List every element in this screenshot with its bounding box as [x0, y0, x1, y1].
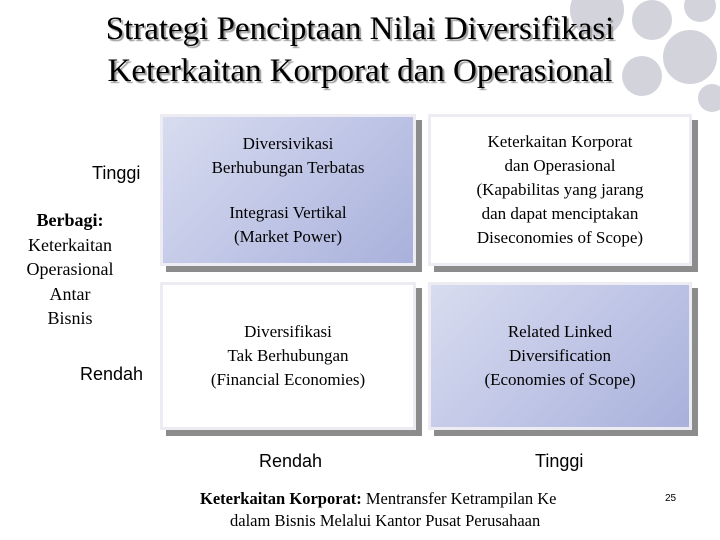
y-axis-title — [8, 208, 132, 331]
page-number: 25 — [665, 493, 677, 504]
y-axis-title-bold: Berbagi: — [36, 210, 104, 230]
title-line-2: Keterkaitan Korporat dan Operasional — [107, 53, 613, 89]
quadrant-text: (Market Power) — [233, 226, 343, 246]
footnote-term: Keterkaitan Korporat: — [200, 489, 362, 508]
y-axis-low-label: Rendah — [80, 364, 144, 384]
x-axis-high-label: Tinggi — [535, 451, 584, 471]
quadrant-text: (Financial Economies) — [210, 370, 366, 389]
y-axis-title-line: Antar — [49, 283, 91, 304]
x-axis-low-label: Rendah — [259, 451, 323, 471]
quadrant-top-left — [160, 114, 416, 266]
footnote — [200, 488, 650, 532]
quadrant-text: Berhubungan Terbatas — [211, 157, 365, 177]
y-axis-title-line: Bisnis — [47, 308, 93, 328]
quadrant-text: dan Operasional — [504, 156, 616, 175]
footnote-text: Mentransfer Ketrampilan Ke — [361, 489, 557, 508]
quadrant-text: (Kapabilitas yang jarang — [476, 180, 644, 199]
quadrant-bottom-right — [428, 282, 692, 430]
quadrant-text: Diversification — [509, 346, 611, 365]
quadrant-text: Diversifikasi — [244, 322, 332, 341]
quadrant-text: Diseconomies of Scope) — [476, 228, 644, 247]
quadrant-bottom-left — [160, 282, 416, 430]
y-axis-title-line: Operasional — [26, 259, 114, 279]
y-axis-high-label: Tinggi — [92, 163, 141, 183]
quadrant-text: Tak Berhubungan — [227, 346, 349, 365]
y-axis-title-line: Keterkaitan — [28, 234, 112, 255]
quadrant-text: Diversivikasi — [242, 133, 334, 153]
page-title — [0, 8, 720, 92]
title-line-1: Strategi Penciptaan Nilai Diversifikasi — [105, 11, 615, 47]
footnote-text-line2: dalam Bisnis Melalui Kantor Pusat Perusahaan — [230, 511, 541, 530]
quadrant-text: Integrasi Vertikal — [229, 202, 347, 222]
quadrant-text: Related Linked — [507, 322, 613, 341]
quadrant-text: (Economies of Scope) — [484, 370, 636, 389]
quadrant-text: dan dapat menciptakan — [481, 204, 639, 223]
quadrant-text: Keterkaitan Korporat — [487, 132, 633, 151]
quadrant-top-right — [428, 114, 692, 266]
